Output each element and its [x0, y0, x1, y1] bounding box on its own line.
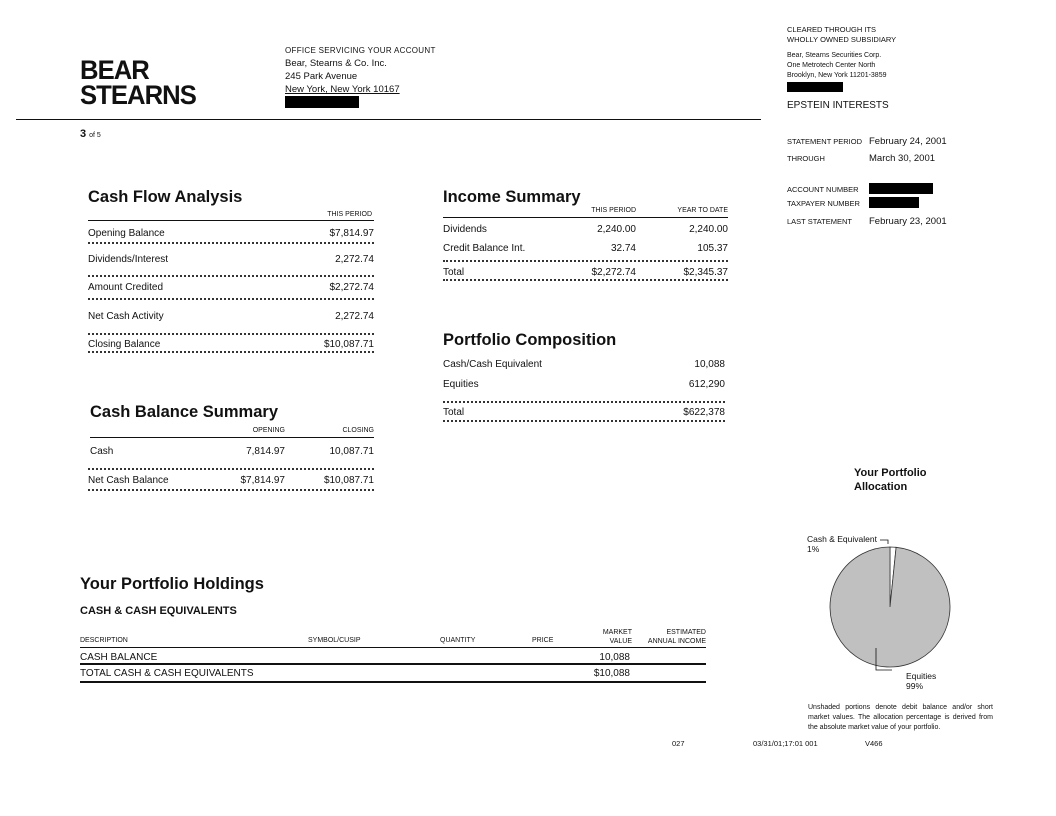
equities-slice-name: Equities [906, 671, 937, 681]
cash-balance-closing: 10,087.71 [329, 446, 374, 457]
cash-balance-title: Cash Balance Summary [90, 403, 279, 421]
portfolio-comp-label: Equities [443, 379, 479, 390]
cash-flow-label: Dividends/Interest [88, 254, 169, 265]
last-statement-value: February 23, 2001 [869, 216, 947, 227]
holdings-total-rule [80, 681, 706, 683]
dotted-rule [88, 489, 374, 491]
cash-balance-opening: $7,814.97 [240, 475, 285, 486]
cash-flow-label: Closing Balance [88, 339, 161, 350]
portfolio-comp-label: Total [443, 407, 465, 418]
redaction-bar [869, 197, 919, 208]
income-label: Credit Balance Int. [443, 243, 526, 254]
cash-balance-col-opening: OPENING [252, 427, 285, 434]
cash-leader-line [880, 540, 888, 544]
office-name: Bear, Stearns & Co. Inc. [285, 58, 387, 69]
account-number-label: ACCOUNT NUMBER [787, 185, 859, 194]
taxpayer-number-label: TAXPAYER NUMBER [787, 199, 860, 208]
logo-line-1: BEAR [80, 55, 149, 85]
cash-flow-label: Opening Balance [88, 228, 165, 239]
statement-period-label: STATEMENT PERIOD [787, 137, 863, 146]
dotted-rule [88, 242, 374, 244]
col-market-value [580, 628, 632, 646]
col-price: PRICE [532, 637, 554, 644]
clearing-line-1: CLEARED THROUGH ITS [787, 25, 877, 34]
office-address-block [285, 44, 436, 112]
redaction-bar [285, 96, 359, 108]
portfolio-comp-value: 612,290 [688, 379, 725, 390]
pie-slice-equities [830, 547, 950, 667]
dotted-rule [88, 468, 374, 470]
holdings-title: Your Portfolio Holdings [80, 575, 264, 593]
cash-balance-opening: 7,814.97 [246, 446, 285, 457]
page-number [80, 128, 101, 140]
cash-flow-value: 2,272.74 [335, 254, 374, 265]
cash-balance-col-closing: CLOSING [342, 427, 374, 434]
cash-slice-pct: 1% [807, 544, 820, 554]
office-city: New York, New York 10167 [285, 84, 400, 95]
dotted-rule [443, 279, 728, 281]
cash-slice-label [807, 534, 877, 554]
cash-flow-header-rule [88, 220, 374, 221]
portfolio-comp-value: $622,378 [683, 407, 725, 418]
portfolio-composition-title: Portfolio Composition [443, 331, 617, 349]
footer-timestamp: 03/31/01;17:01 001 [753, 739, 818, 748]
holdings-description: TOTAL CASH & CASH EQUIVALENTS [80, 668, 254, 679]
allocation-pie-chart [800, 530, 1000, 700]
dotted-rule [443, 401, 725, 403]
pie-group [830, 547, 950, 667]
dotted-rule [88, 333, 374, 335]
income-label: Dividends [443, 224, 487, 235]
footer-code: 027 [672, 739, 685, 748]
cash-balance-label: Cash [90, 446, 114, 457]
cash-flow-value: $10,087.71 [323, 339, 374, 350]
cash-flow-col-header: THIS PERIOD [327, 211, 372, 218]
cash-balance-header-rule [90, 437, 374, 438]
income-col-ytd: YEAR TO DATE [677, 207, 728, 214]
page-number-total: of 5 [89, 132, 101, 139]
header-divider [16, 119, 761, 120]
through-value: March 30, 2001 [869, 153, 936, 164]
income-summary-title: Income Summary [443, 188, 581, 206]
clearing-name: Bear, Stearns Securities Corp. [787, 52, 882, 59]
equities-slice-label [906, 671, 936, 691]
holdings-market-value: $10,088 [593, 668, 630, 679]
dotted-rule [443, 260, 728, 262]
dotted-rule [443, 420, 725, 422]
col-annual-income-line-1: ESTIMATED [666, 629, 706, 636]
portfolio-comp-value: 10,088 [694, 359, 725, 370]
office-header: OFFICE SERVICING YOUR ACCOUNT [285, 46, 436, 55]
page-number-current: 3 [80, 128, 87, 140]
income-ytd: $2,345.37 [683, 267, 728, 278]
holdings-header-rule [80, 647, 706, 648]
income-period: 2,240.00 [597, 224, 636, 235]
clearing-city: Brooklyn, New York 11201-3859 [787, 72, 887, 79]
col-quantity: QUANTITY [440, 637, 476, 644]
allocation-title-line-1: Your Portfolio [854, 467, 927, 479]
allocation-note: Unshaded portions denote debit balance and/or short market values. The allocation percentage is derived from the absolute market value of your portfolio. [808, 704, 993, 731]
cash-balance-label: Net Cash Balance [88, 475, 169, 486]
account-name: EPSTEIN INTERESTS [787, 100, 889, 111]
cash-flow-label: Amount Credited [88, 282, 164, 293]
cash-flow-title: Cash Flow Analysis [88, 188, 243, 206]
holdings-market-value: 10,088 [599, 652, 630, 663]
income-period: $2,272.74 [591, 267, 636, 278]
through-label: THROUGH [787, 154, 825, 163]
col-description: DESCRIPTION [80, 637, 128, 644]
cash-flow-value: 2,272.74 [335, 311, 374, 322]
col-annual-income [640, 628, 706, 646]
allocation-title [854, 466, 927, 494]
holdings-row-rule [80, 663, 706, 665]
equities-slice-pct: 99% [906, 681, 924, 691]
last-statement-label: LAST STATEMENT [787, 217, 853, 226]
cash-balance-closing: $10,087.71 [323, 475, 374, 486]
col-symbol: SYMBOL/CUSIP [308, 637, 361, 644]
clearing-line-2: WHOLLY OWNED SUBSIDIARY [787, 35, 897, 44]
office-street: 245 Park Avenue [285, 71, 358, 82]
income-ytd: 105.37 [697, 243, 728, 254]
footer-version: V466 [865, 739, 883, 748]
cash-flow-label: Net Cash Activity [88, 311, 164, 322]
holdings-subtitle: CASH & CASH EQUIVALENTS [80, 605, 237, 617]
col-market-value-line-2: VALUE [609, 638, 632, 645]
income-label: Total [443, 267, 465, 278]
cash-flow-value: $7,814.97 [329, 228, 374, 239]
dotted-rule [88, 275, 374, 277]
portfolio-comp-label: Cash/Cash Equivalent [443, 359, 542, 370]
col-annual-income-line-2: ANNUAL INCOME [647, 638, 706, 645]
allocation-title-line-2: Allocation [854, 481, 908, 493]
clearing-street: One Metrotech Center North [787, 62, 876, 69]
statement-period-value: February 24, 2001 [869, 136, 947, 147]
col-market-value-line-1: MARKET [602, 629, 632, 636]
logo-line-2: STEARNS [80, 80, 196, 110]
dotted-rule [88, 298, 374, 300]
income-col-period: THIS PERIOD [591, 207, 636, 214]
redaction-bar [787, 82, 843, 92]
dotted-rule [88, 351, 374, 353]
cash-flow-value: $2,272.74 [329, 282, 374, 293]
clearing-block [787, 25, 896, 95]
cash-slice-name: Cash & Equivalent [807, 534, 877, 544]
bear-stearns-logo [80, 55, 200, 110]
income-ytd: 2,240.00 [689, 224, 728, 235]
income-period: 32.74 [610, 243, 636, 254]
holdings-description: CASH BALANCE [80, 652, 158, 663]
income-header-rule [443, 217, 728, 218]
redaction-bar [869, 183, 933, 194]
